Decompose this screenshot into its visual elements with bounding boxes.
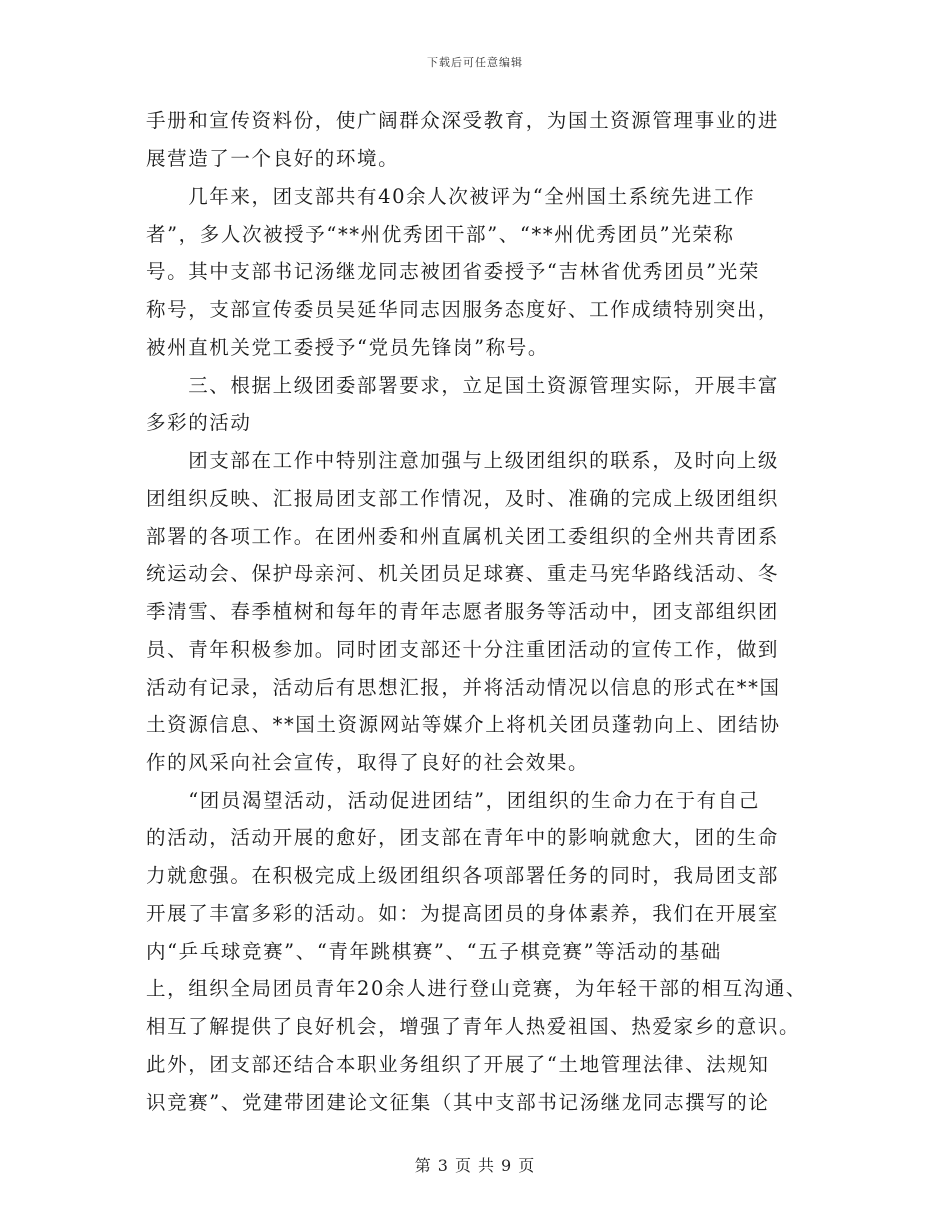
text-line: 内“乒乓球竞赛”、“青年跳棋赛”、“五子棋竞赛”等活动的基础 (146, 940, 722, 963)
text-line: 号。其中支部书记汤继龙同志被团省委授予“吉林省优秀团员”光荣 (146, 260, 760, 283)
text-line: 团组织反映、汇报局团支部工作情况，及时、准确的完成上级团组织 (146, 487, 780, 510)
text-line: 识竞赛”、党建带团建论文征集（其中支部书记汤继龙同志撰写的论 (146, 1091, 770, 1114)
text-line: 被州直机关党工委授予“党员先锋岗”称号。 (146, 336, 549, 359)
text-line: 上，组织全局团员青年20余人进行登山竞赛，为年轻干部的相互沟通、 (146, 977, 808, 1000)
text-line: 部署的各项工作。在团州委和州直属机关团工委组织的全州共青团系 (146, 525, 780, 548)
text-line: 员、青年积极参加。同时团支部还十分注重团活动的宣传工作，做到 (146, 638, 780, 661)
footer-page-number: 3 (437, 1156, 449, 1175)
text-line: 统运动会、保护母亲河、机关团员足球赛、重走马宪华路线活动、冬 (146, 562, 780, 585)
text-line: 多彩的活动 (146, 411, 252, 434)
page-footer (0, 1153, 950, 1176)
text-line: 作的风采向社会宣传，取得了良好的社会效果。 (146, 751, 590, 774)
text-line: 者”，多人次被授予“**州优秀团干部”、“**州优秀团员”光荣称 (146, 223, 735, 246)
footer-total-pages: 9 (501, 1156, 513, 1175)
text-line: 季清雪、春季植树和每年的青年志愿者服务等活动中，团支部组织团 (146, 600, 780, 623)
text-line: 称号，支部宣传委员吴延华同志因服务态度好、工作成绩特别突出， (146, 298, 780, 321)
text-line: 活动有记录，活动后有思想汇报，并将活动情况以信息的形式在**国 (146, 676, 781, 699)
page-header: 下载后可任意编辑 (427, 56, 523, 69)
text-line: 土资源信息、**国土资源网站等媒介上将机关团员蓬勃向上、团结协 (146, 713, 781, 736)
text-line: 展营造了一个良好的环境。 (146, 147, 400, 170)
text-line: 力就愈强。在积极完成上级团组织各项部署任务的同时，我局团支部 (146, 864, 780, 887)
text-line: 三、根据上级团委部署要求，立足国土资源管理实际，开展丰富 (146, 374, 780, 397)
text-line: 的活动，活动开展的愈好，团支部在青年中的影响就愈大，团的生命 (146, 826, 780, 849)
text-line: 手册和宣传资料份，使广阔群众深受教育，为国土资源管理事业的进 (146, 109, 780, 132)
footer-mid: 页 共 (454, 1156, 496, 1175)
text-line: 开展了丰富多彩的活动。如：为提高团员的身体素养，我们在开展室 (146, 902, 780, 925)
footer-suffix: 页 (518, 1156, 536, 1175)
text-line: 相互了解提供了良好机会，增强了青年人热爱祖国、热爱家乡的意识。 (146, 1015, 801, 1038)
text-line: 几年来，团支部共有40余人次被评为“全州国土系统先进工作 (146, 185, 756, 208)
text-line: 此外，团支部还结合本职业务组织了开展了“土地管理法律、法规知 (146, 1053, 770, 1076)
footer-prefix: 第 (414, 1156, 432, 1175)
text-line: “团员渴望活动，活动促进团结”，团组织的生命力在于有自己 (146, 789, 760, 812)
text-line: 团支部在工作中特别注意加强与上级团组织的联系，及时向上级 (146, 449, 780, 472)
